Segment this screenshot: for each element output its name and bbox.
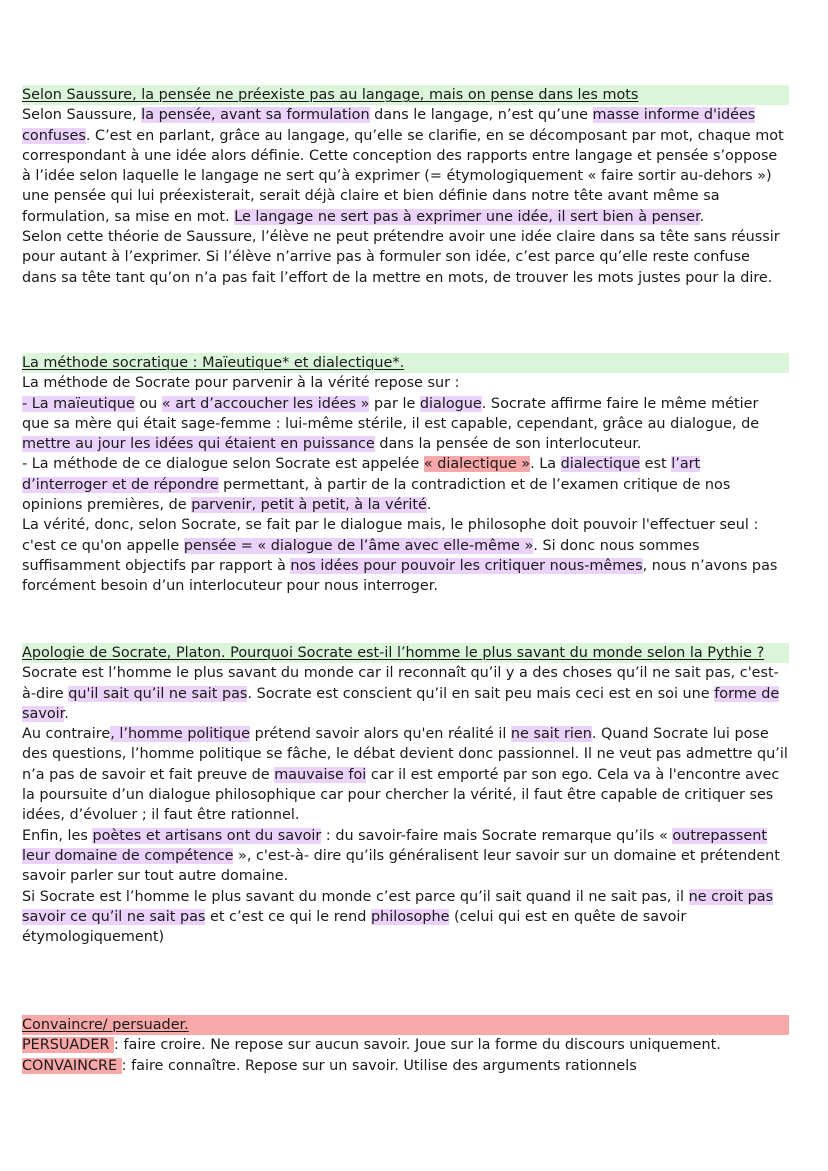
highlight: masse informe d'idées confuses <box>22 107 756 144</box>
highlight: dialogue <box>419 395 482 412</box>
paragraph-methode-intro: La méthode de Socrate pour parvenir à la vérité repose sur : <box>22 375 460 392</box>
text: . C’est en parlant, grâce au langage, qu’elle se clarifie, en se décomposant par mot, chaque mot correspondant à une idée alors définie. Cette conception des rapports entre langage et pensée s’oppose à l’idée selon laquelle le langage ne sert qu’à exprimer (= étymologiquement « faire sortir au-dehors ») une pensée qui lui préexisterait, serait déjà claire et bien définie dans notre tête avant même sa formulation, sa mise en mot. <box>22 127 784 225</box>
highlight-red: CONVAINCRE <box>22 1057 122 1074</box>
highlight: mauvaise foi <box>274 766 367 783</box>
text: et c’est ce qui le rend <box>205 908 371 925</box>
text: Au contraire <box>22 726 111 743</box>
highlight: mettre au jour les idées qui étaient en puissance <box>22 436 375 453</box>
highlight: la pensée, avant sa formulation <box>141 107 370 124</box>
highlight: ne croit pas savoir ce qu’il ne sait pas <box>22 888 774 925</box>
paragraph-homme-politique <box>22 724 789 825</box>
paragraph-conclusion-socrate <box>22 887 789 948</box>
paragraph-maieutique <box>22 394 789 455</box>
heading-convaincre-persuader: Convaincre/ persuader. <box>22 1015 789 1035</box>
highlight: , l’homme politique <box>110 726 251 743</box>
text: . <box>699 208 705 225</box>
highlight: philosophe <box>370 908 450 925</box>
heading-methode-socratique: La méthode socratique : Maïeutique* et dialectique*. <box>22 353 789 373</box>
section-apologie-socrate <box>22 643 789 947</box>
text: : faire croire. Ne repose sur aucun savoir. Joue sur la forme du discours uniquement. <box>114 1037 721 1054</box>
text: », c'est-à- dire qu’ils généralisent leur savoir sur un domaine et prétendent savoir parler sur tout autre domaine. <box>22 847 780 885</box>
text: Enfin, les <box>22 827 93 844</box>
text: car il est emporté par son ego. Cela va à l'encontre avec la poursuite d’un dialogue philosophique car pour chercher la vérité, il faut être capable de critiquer ses idées, d’évoluer ; il faut être rationnel. <box>22 766 780 824</box>
paragraph-convaincre <box>22 1056 789 1076</box>
text: . Socrate est conscient qu’il en sait peu mais ceci est en soi une <box>247 685 715 702</box>
highlight: poètes et artisans ont du savoir <box>92 827 322 844</box>
text: : du savoir-faire mais Socrate remarque qu’ils « <box>321 827 673 844</box>
text: Socrate est l’homme le plus savant du monde car il reconnaît qu’il y a des choses qu’il ne sait pas, c'est-à-dire <box>22 665 779 702</box>
highlight: « art d’accoucher les idées » <box>161 395 370 412</box>
text: La vérité, donc, selon Socrate, se fait par le dialogue mais, le philosophe doit pouvoir l'effectuer seul : c'est ce qu'on appelle <box>22 517 759 554</box>
section-saussure <box>22 85 789 288</box>
text: . Quand Socrate lui pose des questions, l’homme politique se fâche, le débat devient donc passionnel. Il ne veut pas admettre qu’il n’a pas de savoir et fait preuve de <box>22 726 788 783</box>
text: - La méthode de ce dialogue selon Socrate est appelée <box>22 456 424 473</box>
text: (celui qui est en quête de savoir étymologiquement) <box>22 908 687 946</box>
text: : faire connaître. Repose sur un savoir. Utilise des arguments rationnels <box>121 1057 637 1074</box>
text: . <box>64 705 69 722</box>
highlight: outrepassent leur domaine de compétence <box>22 827 767 864</box>
paragraph-dialectique <box>22 454 789 515</box>
text: . Si donc nous sommes suffisamment objectifs par rapport à <box>22 537 700 574</box>
highlight: pensée = « dialogue de l’âme avec elle-même » <box>183 537 534 554</box>
highlight: - La maïeutique <box>22 395 135 412</box>
text: par le <box>369 395 420 412</box>
text: . Socrate affirme faire le même métier que sa mère qui était sage-femme : lui-même stérile, il est capable, cependant, grâce au dialogue, de <box>22 395 760 432</box>
highlight: nos idées pour pouvoir les critiquer nous-mêmes <box>290 557 643 574</box>
text: permettant, à partir de la contradiction et de l’examen critique de nos opinions premières, de <box>22 476 731 514</box>
text: . La <box>530 456 561 473</box>
highlight: dialectique <box>560 456 641 473</box>
section-methode-socratique <box>22 353 789 597</box>
highlight: Le langage ne sert pas à exprimer une idée, il sert bien à penser <box>234 208 700 225</box>
paragraph-saussure-2: Selon cette théorie de Saussure, l’élève ne peut prétendre avoir une idée claire dans sa tête sans réussir pour autant à l’exprimer. Si l’élève n’arrive pas à formuler son idée, c’est parce qu’elle reste confuse dans sa tête tant qu’on n’a pas fait l’effort de la mettre en mots, de trouver les mots justes pour la dire. <box>22 229 780 286</box>
heading-saussure: Selon Saussure, la pensée ne préexiste pas au langage, mais on pense dans les mots <box>22 85 789 105</box>
text: prétend savoir alors qu'en réalité il <box>250 726 511 743</box>
text: . <box>426 497 432 514</box>
section-convaincre-persuader <box>22 1015 789 1076</box>
highlight: forme de savoir <box>22 685 780 722</box>
highlight: parvenir, petit à petit, à la vérité <box>191 497 427 514</box>
paragraph-saussure-1 <box>22 105 789 227</box>
text: est <box>640 456 672 473</box>
text: ou <box>134 395 162 412</box>
highlight: qu'il sait qu’il ne sait pas <box>68 685 248 702</box>
text: dans le langage, n’est qu’une <box>369 107 593 124</box>
text: Selon Saussure, <box>22 107 142 124</box>
text: Si Socrate est l’homme le plus savant du monde c’est parce qu’il sait quand il ne sait pas, il <box>22 888 689 905</box>
heading-apologie-socrate: Apologie de Socrate, Platon. Pourquoi Socrate est-il l’homme le plus savant du monde selon la Pythie ? <box>22 643 789 663</box>
text: , nous n’avons pas forcément besoin d’un interlocuteur pour nous interroger. <box>22 557 778 595</box>
paragraph-poetes-artisans <box>22 826 789 887</box>
text: dans la pensée de son interlocuteur. <box>374 436 642 453</box>
paragraph-socrate-savant <box>22 663 789 724</box>
paragraph-verite-dialogue <box>22 515 789 596</box>
highlight: ne sait rien <box>510 726 592 743</box>
highlight: l’art d’interroger et de répondre <box>22 456 701 493</box>
highlight-red: PERSUADER <box>22 1037 115 1054</box>
highlight-red: « dialectique » <box>423 456 531 473</box>
paragraph-persuader <box>22 1035 789 1055</box>
